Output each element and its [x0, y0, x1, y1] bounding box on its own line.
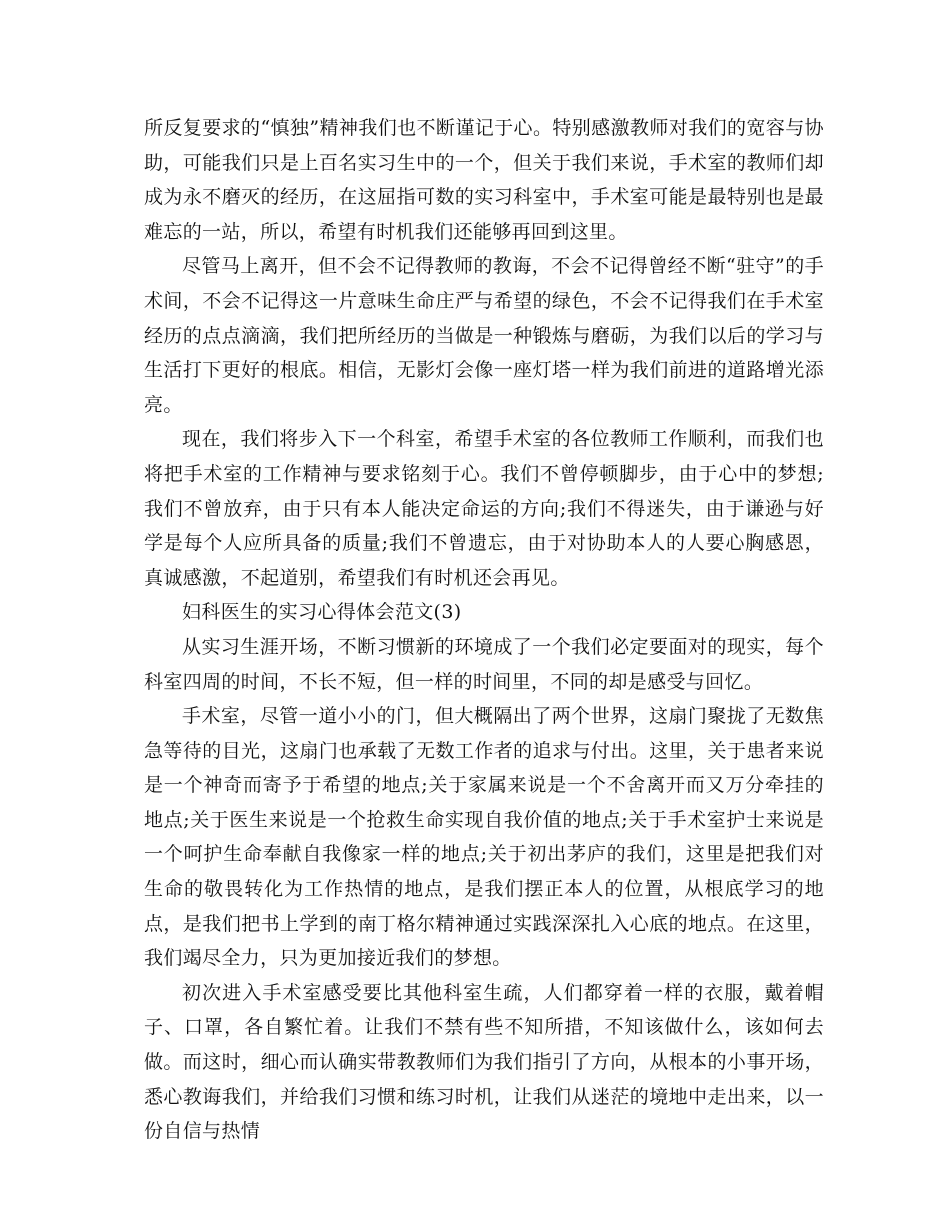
document-body — [144, 111, 824, 1149]
paragraph: 初次进入手术室感受要比其他科室生疏，人们都穿着一样的衣服，戴着帽子、口罩，各自繁忙着。让我们不禁有些不知所措，不知该做什么，该如何去做。而这时，细心而认确实带教教师们为我们指引了方向，从根本的小事开场，悉心教诲我们，并给我们习惯和练习时机，让我们从迷茫的境地中走出来，以一份自信与热情 — [144, 981, 824, 1143]
paragraph: 尽管马上离开，但不会不记得教师的教诲，不会不记得曾经不断“驻守”的手术间，不会不记得这一片意味生命庄严与希望的绿色，不会不记得我们在手术室经历的点点滴滴，我们把所经历的当做是一种锻炼与磨砺，为我们以后的学习与生活打下更好的根底。相信，无影灯会像一座灯塔一样为我们前进的道路增光添亮。 — [144, 255, 824, 416]
section-heading: 妇科医生的实习心得体会范文(3) — [182, 601, 462, 624]
paragraph: 手术室，尽管一道小小的门，但大概隔出了两个世界，这扇门聚拢了无数焦急等待的目光，这扇门也承载了无数工作者的追求与付出。这里，关于患者来说是一个神奇而寄予于希望的地点;关于家属来说是一个不舍离开而又万分牵挂的地点;关于医生来说是一个抢救生命实现自我价值的地点;关于手术室护士来说是一个呵护生命奉献自我像家一样的地点;关于初出茅庐的我们，这里是把我们对生命的敬畏转化为工作热情的地点，是我们摆正本人的位置，从根底学习的地点，是我们把书上学到的南丁格尔精神通过实践深深扎入心底的地点。在这里，我们竭尽全力，只为更加接近我们的梦想。 — [144, 705, 824, 970]
paragraph-continuation: 所反复要求的“慎独”精神我们也不断谨记于心。特别感激教师对我们的宽容与协助，可能我们只是上百名实习生中的一个，但关于我们来说，手术室的教师们却成为永不磨灭的经历，在这屈指可数的实习科室中，手术室可能是最特别也是最难忘的一站，所以，希望有时机我们还能够再回到这里。 — [144, 117, 824, 243]
paragraph: 现在，我们将步入下一个科室，希望手术室的各位教师工作顺利，而我们也将把手术室的工作精神与要求铭刻于心。我们不曾停顿脚步，由于心中的梦想;我们不曾放弃，由于只有本人能决定命运的方向;我们不得迷失，由于谦逊与好学是每个人应所具备的质量;我们不曾遗忘，由于对协助本人的人要心胸感恩，真诚感激，不起道别，希望我们有时机还会再见。 — [144, 428, 824, 589]
paragraph: 从实习生涯开场，不断习惯新的环境成了一个我们必定要面对的现实，每个科室四周的时间，不长不短，但一样的时间里，不同的却是感受与回忆。 — [144, 635, 824, 693]
